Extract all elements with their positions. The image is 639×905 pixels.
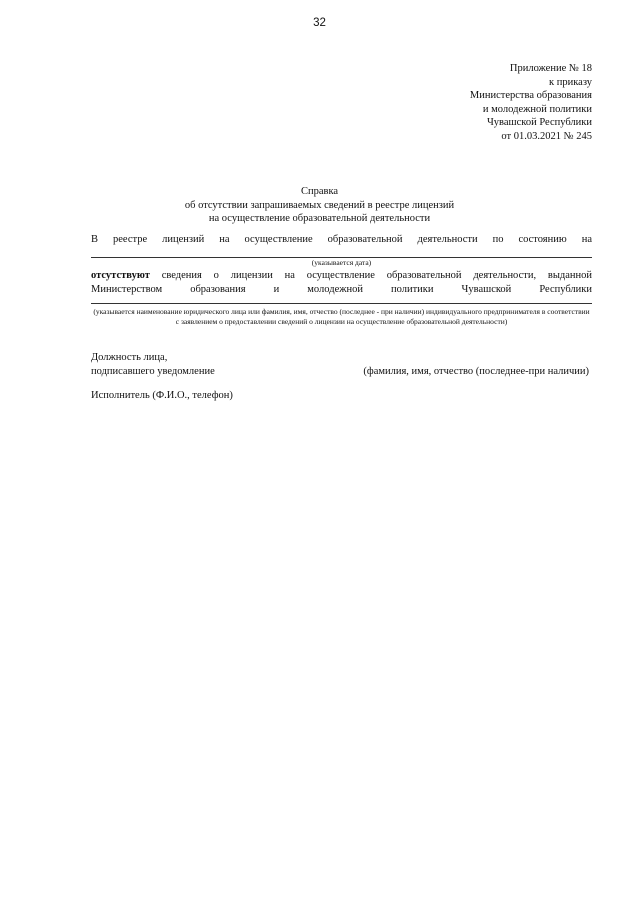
appendix-line: Министерства образования — [469, 90, 592, 102]
title-line: на осуществление образовательной деятельности — [208, 213, 431, 225]
appendix-line: Приложение № 18 — [509, 63, 592, 74]
appendix-line: к приказу — [549, 76, 592, 88]
body-line-1: В реестре лицензий на осуществление образовательной деятельности по состоянию на — [91, 234, 592, 245]
signatory-name-hint: (фамилия, имя, отчество (последнее-при наличии) — [363, 366, 589, 377]
entity-hint: (указывается наименование юридического лица или фамилия, имя, отчество (последнее - при наличии) индивидуального предпринимателя в соответствии с заявлением о предоставлении сведений о лицензии на осуществление образовательной деятельности) — [93, 307, 590, 326]
appendix-line: от 01.03.2021 № 245 — [501, 130, 592, 142]
absent-word: отсутствуют — [91, 270, 150, 281]
page-number: 32 — [313, 17, 326, 29]
body-line-3: Министерством образования и молодежной политики Чувашской Республики — [91, 284, 592, 295]
date-hint: (указывается дата) — [311, 258, 372, 267]
appendix-line: Чувашской Республики — [486, 117, 592, 129]
signatory-line: Должность лица, — [91, 352, 168, 363]
appendix-line: и молодежной политики — [482, 103, 592, 115]
appendix-block — [470, 62, 592, 144]
entity-fill-line — [91, 303, 592, 304]
title-line: Справка — [300, 186, 339, 197]
document-title — [0, 185, 639, 226]
body-line-2 — [91, 269, 592, 283]
signatory-line: подписавшего уведомление — [91, 365, 215, 377]
title-line: об отсутствии запрашиваемых сведений в реестре лицензий — [184, 199, 455, 211]
signatory-position — [91, 351, 215, 378]
executor-line: Исполнитель (Ф.И.О., телефон) — [91, 390, 233, 401]
body-line-2-rest: сведения о лицензии на осуществление образовательной деятельности, выданной — [149, 270, 592, 281]
